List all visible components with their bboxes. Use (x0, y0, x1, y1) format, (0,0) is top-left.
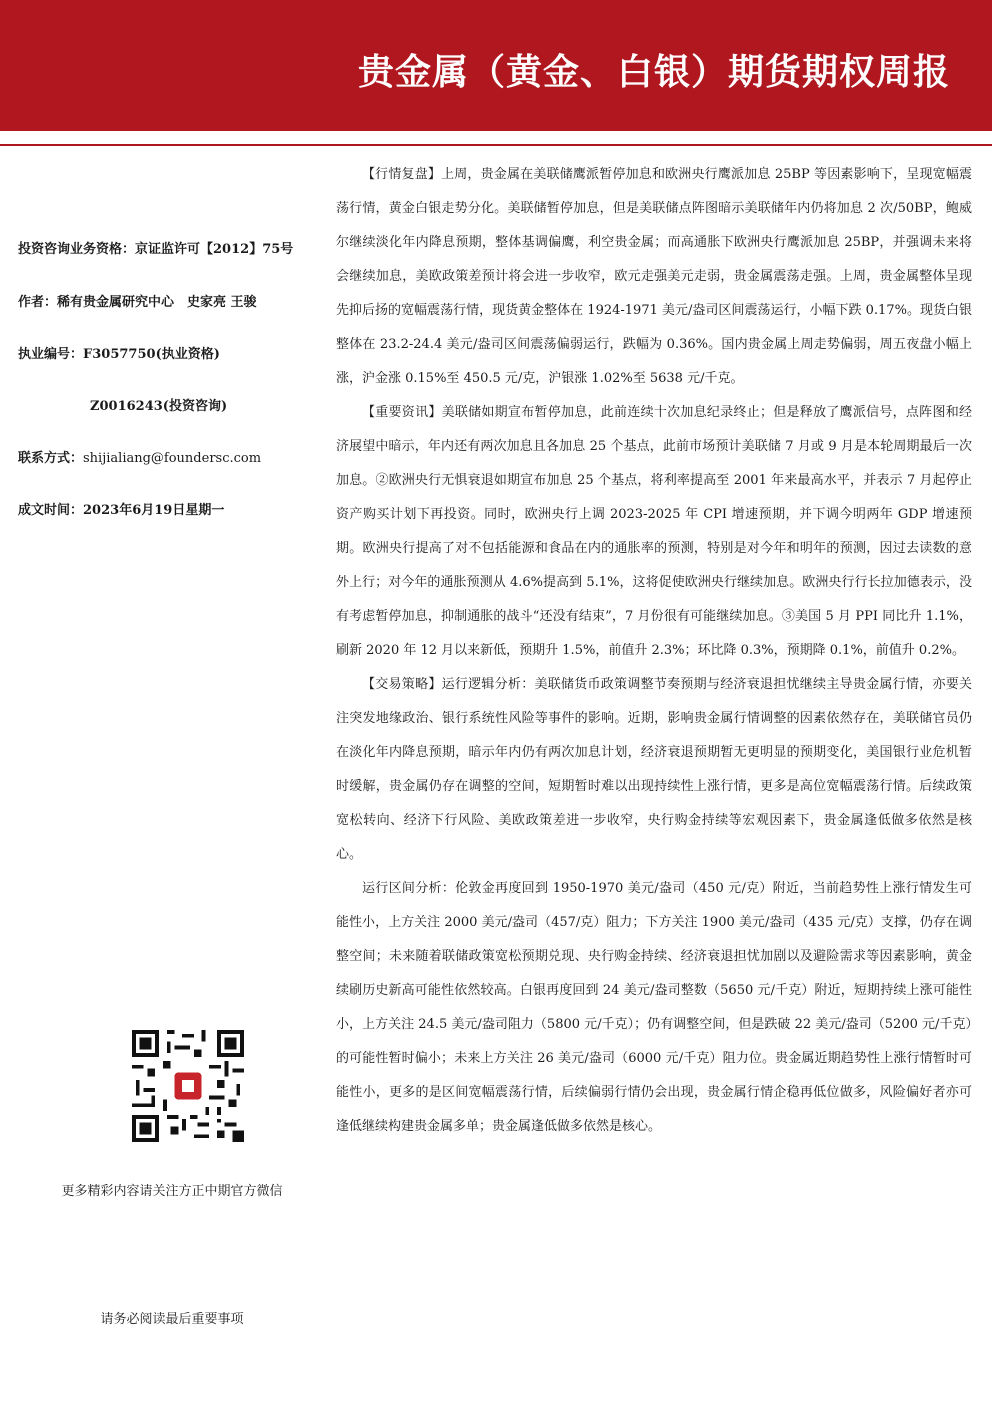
header-banner (0, 0, 992, 131)
license-line (18, 343, 220, 362)
author-line (18, 291, 257, 310)
qualification-line (18, 238, 293, 257)
contact-line (18, 447, 261, 466)
qualification-label: 投资咨询业务资格： (18, 242, 136, 257)
market-review-paragraph: 【行情复盘】上周，贵金属在美联储鹰派暂停加息和欧洲央行鹰派加息 25BP 等因素影响下，呈现宽幅震荡行情，黄金白银走势分化。美联储暂停加息，但是美联储点阵图暗示美联储年内仍将加息 2 次/50BP，鲍威尔继续淡化年内降息预期，整体基调偏鹰，利空贵金属；而高通胀下欧洲央行鹰派加息 25BP，并强调未来将会继续加息，美欧政策差预计将会进一步收窄，欧元走强美元走弱，贵金属震荡走强。上周，贵金属整体呈现先抑后扬的宽幅震荡行情，现货黄金整体在 1924-1971 美元/盎司区间震荡运行，小幅下跌 0.17%。现货白银整体在 23.2-24.4 美元/盎司区间震荡偏弱运行，跌幅为 0.36%。国内贵金属上周走势偏弱，周五夜盘小幅上涨，沪金涨 0.15%至 450.5 元/克，沪银涨 1.02%至 5638 元/千克。 (336, 167, 972, 386)
license-label: 执业编号： (18, 347, 84, 362)
contact-label: 联系方式： (18, 451, 84, 466)
disclaimer-note: 请务必阅读最后重要事项 (100, 1312, 244, 1327)
qualification-value: 京证监许可【2012】75号 (135, 242, 294, 257)
license-value-1: F3057750(执业资格) (83, 347, 220, 362)
range-analysis-paragraph: 运行区间分析：伦敦金再度回到 1950-1970 美元/盎司（450 元/克）附近，当前趋势性上涨行情发生可能性小，上方关注 2000 美元/盎司（457/克）阻力；下方关注 1900 美元/盎司（435 元/克）支撑，仍存在调整空间；未来随着联储政策宽松预期兑现、央行购金持续、经济衰退担忧加剧以及避险需求等因素影响，黄金续刷历史新高可能性依然较高。白银再度回到 24 美元/盎司整数（5650 元/千克）附近，短期持续上涨可能性小，上方关注 24.5 美元/盎司阻力（5800 元/千克）；仍有调整空间，但是跌破 22 美元/盎司（5200 元/千克）的可能性暂时偏小；未来上方关注 26 美元/盎司（6000 元/千克）阻力位。贵金属近期趋势性上涨行情暂时可能性小，更多的是区间宽幅震荡行情，后续偏弱行情仍会出现，贵金属行情企稳再低位做多，风险偏好者亦可逢低继续构建贵金属多单；贵金属逢低做多依然是核心。 (336, 881, 972, 1134)
report-title: 贵金属（黄金、白银）期货期权周报 (357, 52, 950, 93)
date-label: 成文时间： (18, 503, 84, 518)
report-body (336, 158, 972, 1144)
license-line-2 (90, 395, 227, 414)
qr-caption: 更多精彩内容请关注方正中期官方微信 (61, 1184, 283, 1199)
sidebar (0, 146, 332, 1403)
contact-email[interactable]: shijialiang@foundersc.com (83, 451, 262, 466)
date-value: 2023年6月19日星期一 (83, 503, 225, 518)
date-line (18, 499, 224, 518)
key-news-paragraph: 【重要资讯】美联储如期宣布暂停加息，此前连续十次加息纪录终止；但是释放了鹰派信号，点阵图和经济展望中暗示，年内还有两次加息且各加息 25 个基点，此前市场预计美联储 7 月或 9 月是本轮周期最后一次加息。②欧洲央行无惧衰退如期宣布加息 25 个基点，将利率提高至 2001 年来最高水平，并表示 7 月起停止资产购买计划下再投资。同时，欧洲央行上调 2023-2025 年 CPI 增速预期，并下调今明两年 GDP 增速预期。欧洲央行提高了对不包括能源和食品在内的通胀率的预测，特别是对今年和明年的预测，因过去读数的意外上行；对今年的通胀预测从 4.6%提高到 5.1%，这将促使欧洲央行继续加息。欧洲央行行长拉加德表示，没有考虑暂停加息，抑制通胀的战斗“还没有结束”，7 月份很有可能继续加息。③美国 5 月 PPI 同比升 1.1%，刷新 2020 年 12 月以来新低，预期升 1.5%，前值升 2.3%；环比降 0.3%，预期降 0.1%，前值升 0.2%。 (336, 405, 972, 658)
trading-strategy-paragraph: 【交易策略】运行逻辑分析：美联储货币政策调整节奏预期与经济衰退担忧继续主导贵金属行情，亦要关注突发地缘政治、银行系统性风险等事件的影响。近期，影响贵金属行情调整的因素依然存在，美联储官员仍在淡化年内降息预期，暗示年内仍有两次加息计划，经济衰退预期暂无更明显的预期变化，美国银行业危机暂时缓解，贵金属仍存在调整的空间，短期暂时难以出现持续性上涨行情，更多是高位宽幅震荡行情。后续政策宽松转向、经济下行风险、美欧政策差进一步收窄，央行购金持续等宏观因素下，贵金属逢低做多依然是核心。 (336, 677, 972, 862)
author-value: 稀有贵金属研究中心 史家亮 王骏 (57, 295, 257, 310)
wechat-qr-code (132, 1030, 244, 1142)
license-value-2: Z0016243(投资咨询) (90, 399, 228, 414)
author-label: 作者： (18, 295, 58, 310)
